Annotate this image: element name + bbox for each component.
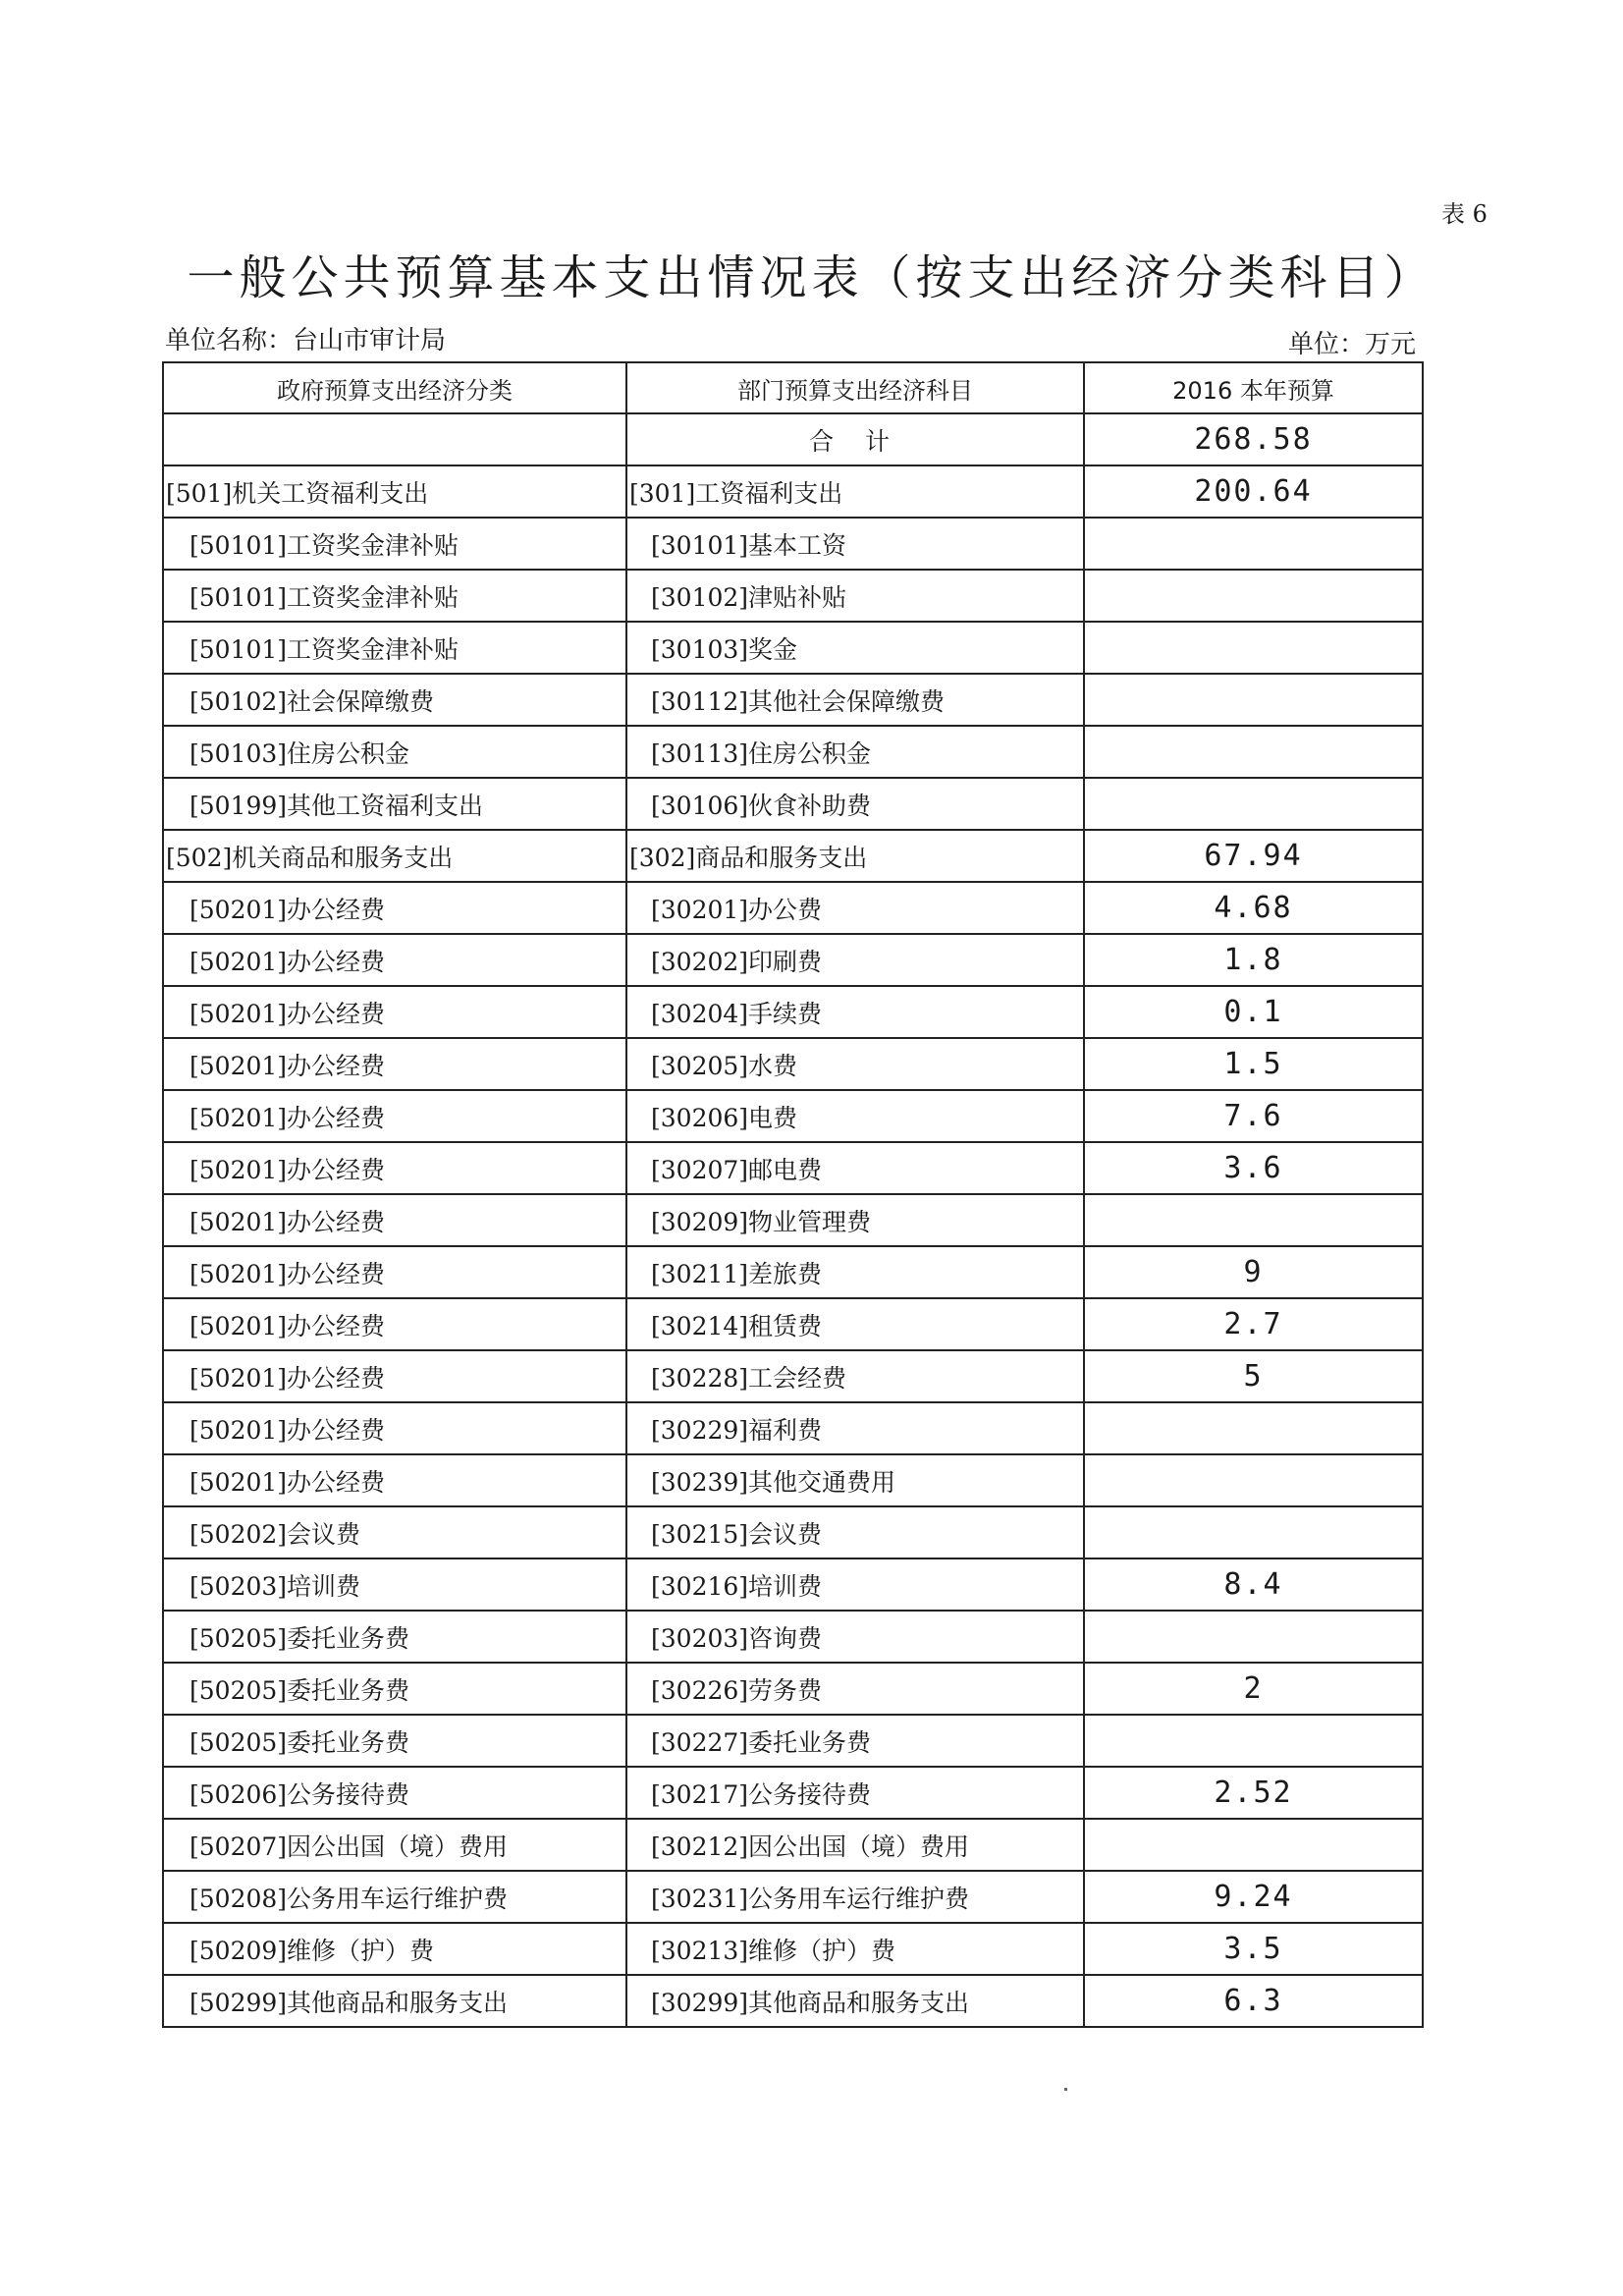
budget-value-cell: 0.1 [1084, 986, 1423, 1038]
dept-subject-cell: [30206]电费 [626, 1090, 1084, 1142]
gov-classification-cell: [50201]办公经费 [163, 1454, 626, 1506]
budget-value-cell: 67.94 [1084, 830, 1423, 882]
table-row [163, 570, 1423, 622]
budget-value-cell: 9 [1084, 1246, 1423, 1298]
budget-value-cell [1084, 1454, 1423, 1506]
table-row [163, 1715, 1423, 1767]
dept-subject-cell: [30226]劳务费 [626, 1663, 1084, 1715]
budget-value-cell [1084, 778, 1423, 830]
gov-classification-cell: [502]机关商品和服务支出 [163, 830, 626, 882]
dept-subject-cell: [30201]办公费 [626, 882, 1084, 934]
budget-value-cell: 2 [1084, 1663, 1423, 1715]
total-value: 268.58 [1084, 413, 1423, 465]
dept-subject-cell: [30228]工会经费 [626, 1350, 1084, 1402]
gov-classification-cell: [50102]社会保障缴费 [163, 674, 626, 726]
page-title: 一般公共预算基本支出情况表（按支出经济分类科目） [187, 250, 1436, 305]
budget-value-cell: 1.8 [1084, 934, 1423, 986]
table-row [163, 830, 1423, 882]
total-col1 [163, 413, 626, 465]
table-row [163, 1923, 1423, 1975]
unit-name: 单位名称：台山市审计局 [165, 326, 447, 355]
gov-classification-cell: [50203]培训费 [163, 1558, 626, 1611]
budget-value-cell [1084, 1194, 1423, 1246]
dept-subject-cell: [301]工资福利支出 [626, 465, 1084, 518]
dept-subject-cell: [30227]委托业务费 [626, 1715, 1084, 1767]
gov-classification-cell: [50201]办公经费 [163, 882, 626, 934]
gov-classification-cell: [50201]办公经费 [163, 1298, 626, 1350]
dept-subject-cell: [30231]公务用车运行维护费 [626, 1871, 1084, 1923]
table-row [163, 1975, 1423, 2027]
table-row [163, 1142, 1423, 1194]
gov-classification-cell: [50299]其他商品和服务支出 [163, 1975, 626, 2027]
budget-value-cell: 5 [1084, 1350, 1423, 1402]
gov-classification-cell: [50201]办公经费 [163, 934, 626, 986]
budget-value-cell [1084, 674, 1423, 726]
table-row [163, 1454, 1423, 1506]
gov-classification-cell: [501]机关工资福利支出 [163, 465, 626, 518]
budget-value-cell: 6.3 [1084, 1975, 1423, 2027]
gov-classification-cell: [50208]公务用车运行维护费 [163, 1871, 626, 1923]
budget-value-cell: 2.52 [1084, 1767, 1423, 1819]
budget-value-cell: 7.6 [1084, 1090, 1423, 1142]
table-row [163, 778, 1423, 830]
table-row [163, 1194, 1423, 1246]
table-row [163, 1506, 1423, 1558]
header-row [163, 362, 1423, 413]
table-row [163, 1663, 1423, 1715]
budget-value-cell [1084, 726, 1423, 778]
table-row [163, 934, 1423, 986]
gov-classification-cell: [50201]办公经费 [163, 1402, 626, 1454]
table-row [163, 674, 1423, 726]
table-row [163, 1038, 1423, 1090]
scan-mark [1064, 2088, 1067, 2091]
table-row [163, 1246, 1423, 1298]
budget-value-cell: 3.5 [1084, 1923, 1423, 1975]
gov-classification-cell: [50201]办公经费 [163, 1246, 626, 1298]
budget-table [162, 361, 1424, 2028]
budget-value-cell [1084, 1402, 1423, 1454]
dept-subject-cell: [30299]其他商品和服务支出 [626, 1975, 1084, 2027]
budget-value-cell: 9.24 [1084, 1871, 1423, 1923]
gov-classification-cell: [50201]办公经费 [163, 1142, 626, 1194]
budget-value-cell [1084, 1715, 1423, 1767]
table-row [163, 622, 1423, 674]
gov-classification-cell: [50101]工资奖金津补贴 [163, 518, 626, 570]
dept-subject-cell: [30205]水费 [626, 1038, 1084, 1090]
dept-subject-cell: [30215]会议费 [626, 1506, 1084, 1558]
table-row [163, 882, 1423, 934]
budget-value-cell [1084, 570, 1423, 622]
dept-subject-cell: [30216]培训费 [626, 1558, 1084, 1611]
dept-subject-cell: [30217]公务接待费 [626, 1767, 1084, 1819]
budget-value-cell: 200.64 [1084, 465, 1423, 518]
dept-subject-cell: [30103]奖金 [626, 622, 1084, 674]
total-row [163, 413, 1423, 465]
dept-subject-cell: [30102]津贴补贴 [626, 570, 1084, 622]
budget-value-cell [1084, 1819, 1423, 1871]
gov-classification-cell: [50209]维修（护）费 [163, 1923, 626, 1975]
dept-subject-cell: [30204]手续费 [626, 986, 1084, 1038]
header-budget-2016: 2016 本年预算 [1084, 362, 1423, 413]
gov-classification-cell: [50205]委托业务费 [163, 1663, 626, 1715]
dept-subject-cell: [30209]物业管理费 [626, 1194, 1084, 1246]
dept-subject-cell: [30229]福利费 [626, 1402, 1084, 1454]
table-row [163, 1402, 1423, 1454]
table-row [163, 1558, 1423, 1611]
dept-subject-cell: [302]商品和服务支出 [626, 830, 1084, 882]
table-row [163, 1090, 1423, 1142]
header-gov-classification: 政府预算支出经济分类 [163, 362, 626, 413]
gov-classification-cell: [50201]办公经费 [163, 1038, 626, 1090]
gov-classification-cell: [50205]委托业务费 [163, 1611, 626, 1663]
table-row [163, 1819, 1423, 1871]
table-row [163, 986, 1423, 1038]
table-row [163, 465, 1423, 518]
dept-subject-cell: [30214]租赁费 [626, 1298, 1084, 1350]
table-row [163, 726, 1423, 778]
gov-classification-cell: [50199]其他工资福利支出 [163, 778, 626, 830]
dept-subject-cell: [30113]住房公积金 [626, 726, 1084, 778]
table-row [163, 1871, 1423, 1923]
gov-classification-cell: [50207]因公出国（境）费用 [163, 1819, 626, 1871]
table-row [163, 1611, 1423, 1663]
dept-subject-cell: [30239]其他交通费用 [626, 1454, 1084, 1506]
budget-value-cell: 4.68 [1084, 882, 1423, 934]
budget-value-cell: 3.6 [1084, 1142, 1423, 1194]
gov-classification-cell: [50103]住房公积金 [163, 726, 626, 778]
budget-value-cell [1084, 1611, 1423, 1663]
table-row [163, 1350, 1423, 1402]
budget-value-cell: 2.7 [1084, 1298, 1423, 1350]
table-row [163, 1298, 1423, 1350]
gov-classification-cell: [50206]公务接待费 [163, 1767, 626, 1819]
dept-subject-cell: [30207]邮电费 [626, 1142, 1084, 1194]
gov-classification-cell: [50201]办公经费 [163, 1194, 626, 1246]
unit-label: 单位：万元 [1288, 330, 1417, 359]
gov-classification-cell: [50205]委托业务费 [163, 1715, 626, 1767]
dept-subject-cell: [30101]基本工资 [626, 518, 1084, 570]
dept-subject-cell: [30203]咨询费 [626, 1611, 1084, 1663]
dept-subject-cell: [30112]其他社会保障缴费 [626, 674, 1084, 726]
budget-value-cell [1084, 518, 1423, 570]
table-row [163, 1767, 1423, 1819]
budget-value-cell [1084, 622, 1423, 674]
dept-subject-cell: [30212]因公出国（境）费用 [626, 1819, 1084, 1871]
total-label: 合 计 [626, 413, 1084, 465]
budget-value-cell: 1.5 [1084, 1038, 1423, 1090]
table-row [163, 518, 1423, 570]
gov-classification-cell: [50101]工资奖金津补贴 [163, 570, 626, 622]
dept-subject-cell: [30211]差旅费 [626, 1246, 1084, 1298]
dept-subject-cell: [30106]伙食补助费 [626, 778, 1084, 830]
budget-value-cell: 8.4 [1084, 1558, 1423, 1611]
gov-classification-cell: [50201]办公经费 [163, 986, 626, 1038]
header-dept-subject: 部门预算支出经济科目 [626, 362, 1084, 413]
gov-classification-cell: [50201]办公经费 [163, 1350, 626, 1402]
table-number: 表 6 [1441, 200, 1488, 228]
gov-classification-cell: [50201]办公经费 [163, 1090, 626, 1142]
gov-classification-cell: [50202]会议费 [163, 1506, 626, 1558]
dept-subject-cell: [30202]印刷费 [626, 934, 1084, 986]
gov-classification-cell: [50101]工资奖金津补贴 [163, 622, 626, 674]
dept-subject-cell: [30213]维修（护）费 [626, 1923, 1084, 1975]
budget-value-cell [1084, 1506, 1423, 1558]
